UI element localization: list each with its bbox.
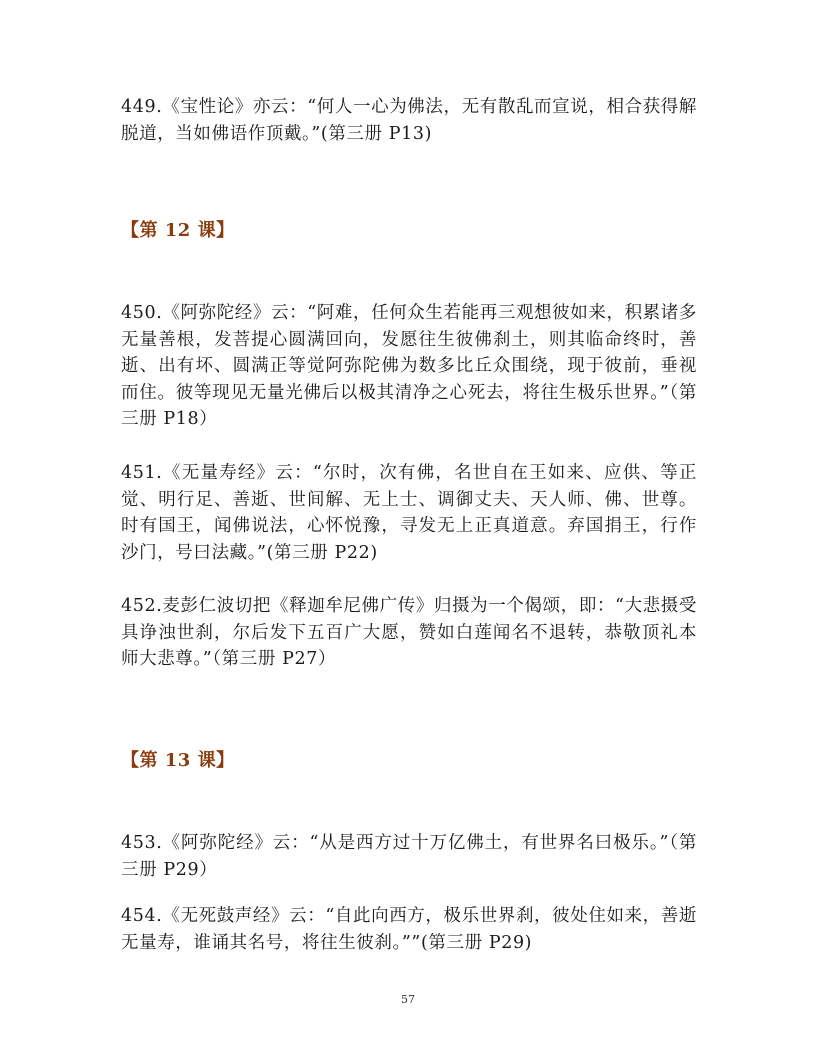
entry-449: 449.《宝性论》亦云：“何人一心为佛法，无有散乱而宣说，相合获得解脱道，当如佛语作顶戴。”(第三册 P13) xyxy=(121,97,697,144)
entry-451: 451.《无量寿经》云：“尔时，次有佛，名世自在王如来、应供、等正觉、明行足、善逝、世间解、无上士、调御丈夫、天人师、佛、世尊。时有国王，闻佛说法，心怀悦豫，寻发无上正真道意。弃国捐王，行作沙门，号曰法藏。”(第三册 P22) xyxy=(121,463,697,563)
entry-454: 454.《无死鼓声经》云：“自此向西方，极乐世界刹，彼处住如来，善逝无量寿，谁诵其名号，将往生彼刹。””(第三册 P29) xyxy=(121,906,697,953)
page-number: 57 xyxy=(401,993,415,1006)
lesson-heading-13: 【第 13 课】 xyxy=(121,750,235,771)
entry-450: 450.《阿弥陀经》云：“阿难，任何众生若能再三观想彼如来，积累诸多无量善根，发菩提心圆满回向，发愿往生彼佛刹土，则其临命终时，善逝、出有坏、圆满正等觉阿弥陀佛为数多比丘众围绕，现于彼前，垂视而住。彼等现见无量光佛后以极其清净之心死去，将往生极乐世界。”（第三册 P18） xyxy=(121,303,697,429)
entry-453: 453.《阿弥陀经》云：“从是西方过十万亿佛土，有世界名曰极乐。”（第三册 P29） xyxy=(121,833,697,880)
entry-452: 452.麦彭仁波切把《释迦牟尼佛广传》归摄为一个偈颂，即：“大悲摄受具诤浊世刹，尔后发下五百广大愿，赞如白莲闻名不退转，恭敬顶礼本师大悲尊。”（第三册 P27） xyxy=(121,596,697,669)
lesson-heading-12: 【第 12 课】 xyxy=(121,220,235,241)
